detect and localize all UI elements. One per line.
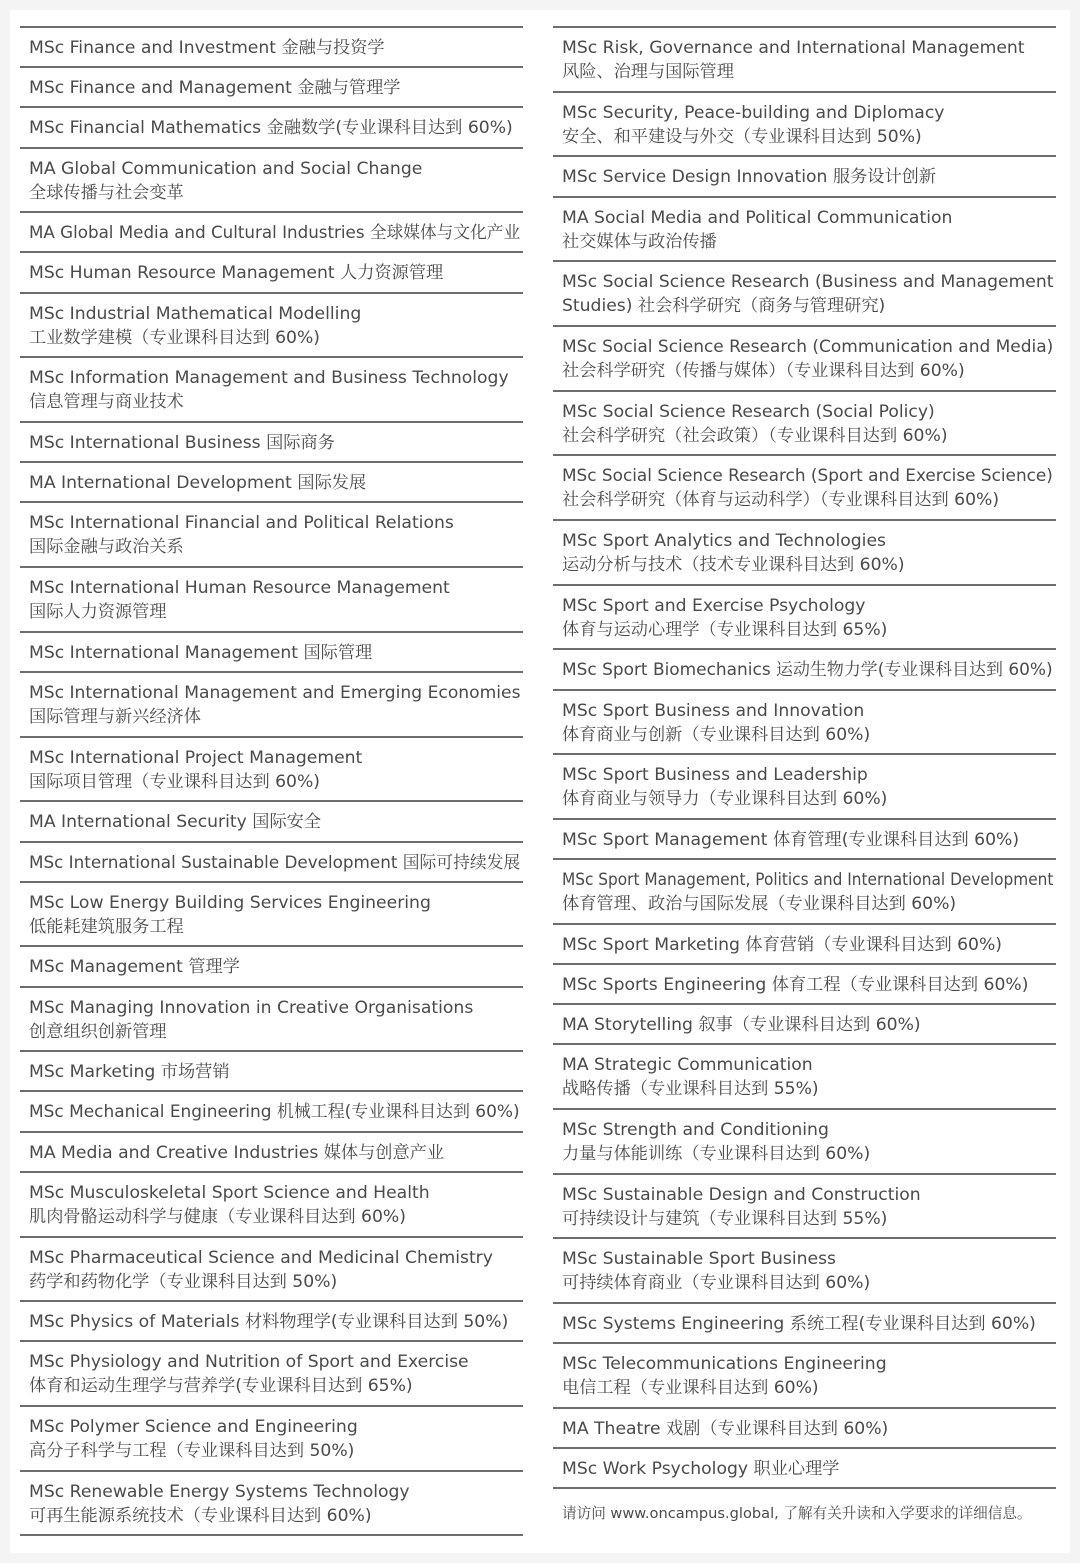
course-title-line: MSc Sport Management, Politics and International Development xyxy=(562,870,1054,891)
course-entry xyxy=(553,196,1056,261)
course-entry xyxy=(20,461,523,501)
course-title-line: MSc Information Management and Business Technology xyxy=(29,368,509,389)
course-title-line: MSc Security, Peace-building and Diplomacy xyxy=(562,102,945,123)
course-entry xyxy=(553,1447,1056,1487)
right-course-column xyxy=(553,26,1056,1524)
course-entry xyxy=(553,325,1056,390)
course-title-line: MSc Sport Business and Leadership xyxy=(562,765,868,786)
course-entry xyxy=(20,292,523,357)
course-title-line: MSc International Management and Emerging Economies xyxy=(29,682,521,703)
course-entry xyxy=(20,501,523,566)
course-entry xyxy=(20,631,523,671)
course-entry xyxy=(553,1173,1056,1238)
course-title-line: MSc Pharmaceutical Science and Medicinal Chemistry xyxy=(29,1247,493,1268)
course-title-line: MSc Management 管理学 xyxy=(29,957,240,978)
course-entry xyxy=(20,881,523,946)
course-title-line-secondary: 可持续体育商业（专业课科目达到 60%) xyxy=(562,1273,871,1294)
course-title-line-secondary: Studies) 社会科学研究（商务与管理研究) xyxy=(562,296,886,317)
course-title-line-secondary: 工业数学建模（专业课科目达到 60%) xyxy=(29,327,320,348)
course-entry xyxy=(553,689,1056,754)
course-entry xyxy=(553,91,1056,156)
course-entry xyxy=(553,1003,1056,1043)
course-title-line-secondary: 低能耗建筑服务工程 xyxy=(29,916,184,937)
course-entry xyxy=(20,841,523,881)
course-title-line: MSc Risk, Governance and International Management xyxy=(562,38,1025,58)
course-title-line: MA Media and Creative Industries 媒体与创意产业 xyxy=(29,1142,445,1163)
course-title-line: MSc Work Psychology 职业心理学 xyxy=(562,1459,840,1480)
course-title-line: MSc Finance and Investment 金融与投资学 xyxy=(29,38,385,58)
course-title-line-secondary: 体育和运动生理学与营养学(专业课科目达到 65%) xyxy=(29,1376,413,1397)
course-entry xyxy=(20,1405,523,1470)
course-entry xyxy=(20,736,523,801)
course-title-line: MSc Industrial Mathematical Modelling xyxy=(29,303,362,324)
course-title-line-secondary: 高分子科学与工程（专业课科目达到 50%) xyxy=(29,1441,355,1462)
course-entry xyxy=(20,1090,523,1130)
course-entry xyxy=(553,648,1056,688)
course-entry xyxy=(553,260,1056,325)
course-title-line-secondary: 可再生能源系统技术（专业课科目达到 60%) xyxy=(29,1505,372,1526)
course-title-line: MSc International Business 国际商务 xyxy=(29,433,335,453)
course-title-line: MA Strategic Communication xyxy=(562,1055,813,1076)
course-title-line: MSc Human Resource Management 人力资源管理 xyxy=(29,263,444,284)
course-entry xyxy=(553,1043,1056,1108)
course-entry xyxy=(20,66,523,106)
course-title-line: MSc Marketing 市场营销 xyxy=(29,1062,230,1083)
course-title-line: MSc Renewable Energy Systems Technology xyxy=(29,1481,410,1502)
course-title-line: MSc Physics of Materials 材料物理学(专业课科目达到 50%) xyxy=(29,1312,509,1333)
course-title-line: MSc Social Science Research (Communication and Media) xyxy=(562,336,1054,357)
course-title-line: MSc Sport and Exercise Psychology xyxy=(562,595,866,616)
course-entry xyxy=(20,106,523,146)
course-title-line-secondary: 国际人力资源管理 xyxy=(29,602,167,623)
course-title-line: MA Social Media and Political Communication xyxy=(562,207,953,228)
course-title-line: MSc Social Science Research (Business and Management xyxy=(562,272,1054,293)
course-entry xyxy=(20,1236,523,1301)
course-entry xyxy=(20,1470,523,1535)
course-title-line: MSc Physiology and Nutrition of Sport and Exercise xyxy=(29,1352,469,1373)
course-title-line: MA Storytelling 叙事（专业课科目达到 60%) xyxy=(562,1015,921,1036)
course-entry xyxy=(553,1302,1056,1342)
course-entry xyxy=(553,858,1056,923)
course-entry xyxy=(553,584,1056,649)
course-title-line: MSc Polymer Science and Engineering xyxy=(29,1417,358,1438)
course-entry xyxy=(553,390,1056,455)
left-course-column xyxy=(20,26,523,1536)
course-title-line-secondary: 力量与体能训练（专业课科目达到 60%) xyxy=(562,1144,871,1165)
course-entry xyxy=(20,1050,523,1090)
course-title-line: MSc International Project Management xyxy=(29,747,363,768)
course-entry xyxy=(20,1171,523,1236)
course-title-line-secondary: 全球传播与社会变革 xyxy=(29,182,184,203)
course-title-line-secondary: 社交媒体与政治传播 xyxy=(562,231,717,252)
course-title-line: MSc International Sustainable Development 国际可持续发展 xyxy=(29,852,521,873)
course-title-line-secondary: 社会科学研究（社会政策）（专业课科目达到 60%) xyxy=(562,425,948,446)
course-title-line-secondary: 创意组织创新管理 xyxy=(29,1021,167,1042)
course-title-line: MSc Sustainable Sport Business xyxy=(562,1249,837,1270)
course-entry xyxy=(20,566,523,631)
course-title-line: MSc Sport Business and Innovation xyxy=(562,700,865,721)
course-entry xyxy=(20,671,523,736)
course-title-line: MA Theatre 戏剧（专业课科目达到 60%) xyxy=(562,1419,889,1439)
course-title-line-secondary: 战略传播（专业课科目达到 55%) xyxy=(562,1079,819,1100)
course-title-line-secondary: 体育与运动心理学（专业课科目达到 65%) xyxy=(562,619,888,640)
course-entry xyxy=(20,945,523,985)
course-entry xyxy=(553,1407,1056,1447)
course-title-line-secondary: 社会科学研究（体育与运动科学）（专业课科目达到 60%) xyxy=(562,490,1000,511)
course-entry xyxy=(20,26,523,66)
course-list-panel xyxy=(10,10,1070,1553)
course-title-line-secondary: 体育管理、政治与国际发展（专业课科目达到 60%) xyxy=(562,894,957,915)
course-title-line-secondary: 国际项目管理（专业课科目达到 60%) xyxy=(29,771,320,792)
course-title-line: MSc Financial Mathematics 金融数学(专业课科目达到 60%) xyxy=(29,118,513,139)
column-divider xyxy=(20,1534,523,1536)
course-entry xyxy=(553,753,1056,818)
course-title-line-secondary: 安全、和平建设与外交（专业课科目达到 50%) xyxy=(562,126,922,147)
course-entry xyxy=(553,1342,1056,1407)
course-title-line: MSc Service Design Innovation 服务设计创新 xyxy=(562,167,937,188)
course-entry xyxy=(20,356,523,421)
course-title-line: MSc Low Energy Building Services Engineering xyxy=(29,892,431,913)
course-title-line-secondary: 可持续设计与建筑（专业课科目达到 55%) xyxy=(562,1208,888,1229)
course-title-line: MSc Social Science Research (Social Policy) xyxy=(562,401,935,422)
course-title-line: MSc Sport Analytics and Technologies xyxy=(562,531,886,551)
course-title-line: MA International Development 国际发展 xyxy=(29,473,367,494)
course-title-line: MSc Sustainable Design and Construction xyxy=(562,1184,921,1205)
course-title-line: MSc Musculoskeletal Sport Science and Health xyxy=(29,1182,430,1203)
course-title-line-secondary: 运动分析与技术（技术专业课科目达到 60%) xyxy=(562,555,905,575)
course-title-line: MSc Systems Engineering 系统工程(专业课科目达到 60%) xyxy=(562,1314,1036,1335)
course-title-line: MSc Strength and Conditioning xyxy=(562,1120,829,1141)
course-entry xyxy=(553,818,1056,858)
course-title-line-secondary: 体育商业与领导力（专业课科目达到 60%) xyxy=(562,789,888,810)
course-title-line: MSc International Human Resource Management xyxy=(29,578,450,599)
course-title-line: MSc International Financial and Political Relations xyxy=(29,513,454,534)
course-title-line: MA Global Communication and Social Change xyxy=(29,158,423,179)
course-entry xyxy=(553,26,1056,91)
course-title-line: MSc Social Science Research (Sport and Exercise Science) xyxy=(562,466,1053,487)
course-title-line: MSc International Management 国际管理 xyxy=(29,642,373,663)
course-entry xyxy=(553,1237,1056,1302)
course-entry xyxy=(20,251,523,291)
course-entry xyxy=(553,1108,1056,1173)
course-entry xyxy=(20,1131,523,1171)
course-title-line: MA Global Media and Cultural Industries 全球媒体与文化产业 xyxy=(29,223,521,244)
course-entry xyxy=(20,211,523,251)
course-title-line-secondary: 国际管理与新兴经济体 xyxy=(29,706,201,727)
course-entry xyxy=(553,923,1056,963)
course-title-line: MSc Sport Biomechanics 运动生物力学(专业课科目达到 60%) xyxy=(562,660,1053,681)
course-entry xyxy=(20,986,523,1051)
course-title-line: MSc Sports Engineering 体育工程（专业课科目达到 60%) xyxy=(562,975,1029,995)
course-title-line: MSc Managing Innovation in Creative Organisations xyxy=(29,997,474,1018)
course-entry xyxy=(20,147,523,212)
course-entry xyxy=(553,155,1056,195)
course-title-line-secondary: 药学和药物化学（专业课科目达到 50%) xyxy=(29,1271,338,1292)
course-title-line-secondary: 信息管理与商业技术 xyxy=(29,392,184,413)
course-title-line: MSc Finance and Management 金融与管理学 xyxy=(29,78,401,99)
course-entry xyxy=(20,421,523,461)
course-entry xyxy=(553,519,1056,584)
course-entry xyxy=(20,1300,523,1340)
course-title-line-secondary: 肌肉骨骼运动科学与健康（专业课科目达到 60%) xyxy=(29,1206,406,1227)
course-entry xyxy=(553,963,1056,1003)
course-title-line: MSc Telecommunications Engineering xyxy=(562,1354,887,1375)
course-entry xyxy=(20,800,523,840)
course-title-line: MSc Sport Management 体育管理(专业课科目达到 60%) xyxy=(562,829,1020,850)
course-title-line-secondary: 社会科学研究（传播与媒体）（专业课科目达到 60%) xyxy=(562,360,965,381)
course-title-line-secondary: 国际金融与政治关系 xyxy=(29,537,184,558)
course-title-line: MSc Sport Marketing 体育营销（专业课科目达到 60%) xyxy=(562,934,1003,955)
course-title-line-secondary: 风险、治理与国际管理 xyxy=(562,62,734,82)
course-title-line: MA International Security 国际安全 xyxy=(29,812,322,833)
course-title-line-secondary: 电信工程（专业课科目达到 60%) xyxy=(562,1378,819,1399)
course-title-line: MSc Mechanical Engineering 机械工程(专业课科目达到 60%) xyxy=(29,1102,520,1123)
course-title-line-secondary: 体育商业与创新（专业课科目达到 60%) xyxy=(562,724,871,745)
footer-note: 请访问 www.oncampus.global, 了解有关升读和入学要求的详细信息。 xyxy=(562,1505,1032,1523)
course-entry xyxy=(553,454,1056,519)
course-entry xyxy=(20,1340,523,1405)
